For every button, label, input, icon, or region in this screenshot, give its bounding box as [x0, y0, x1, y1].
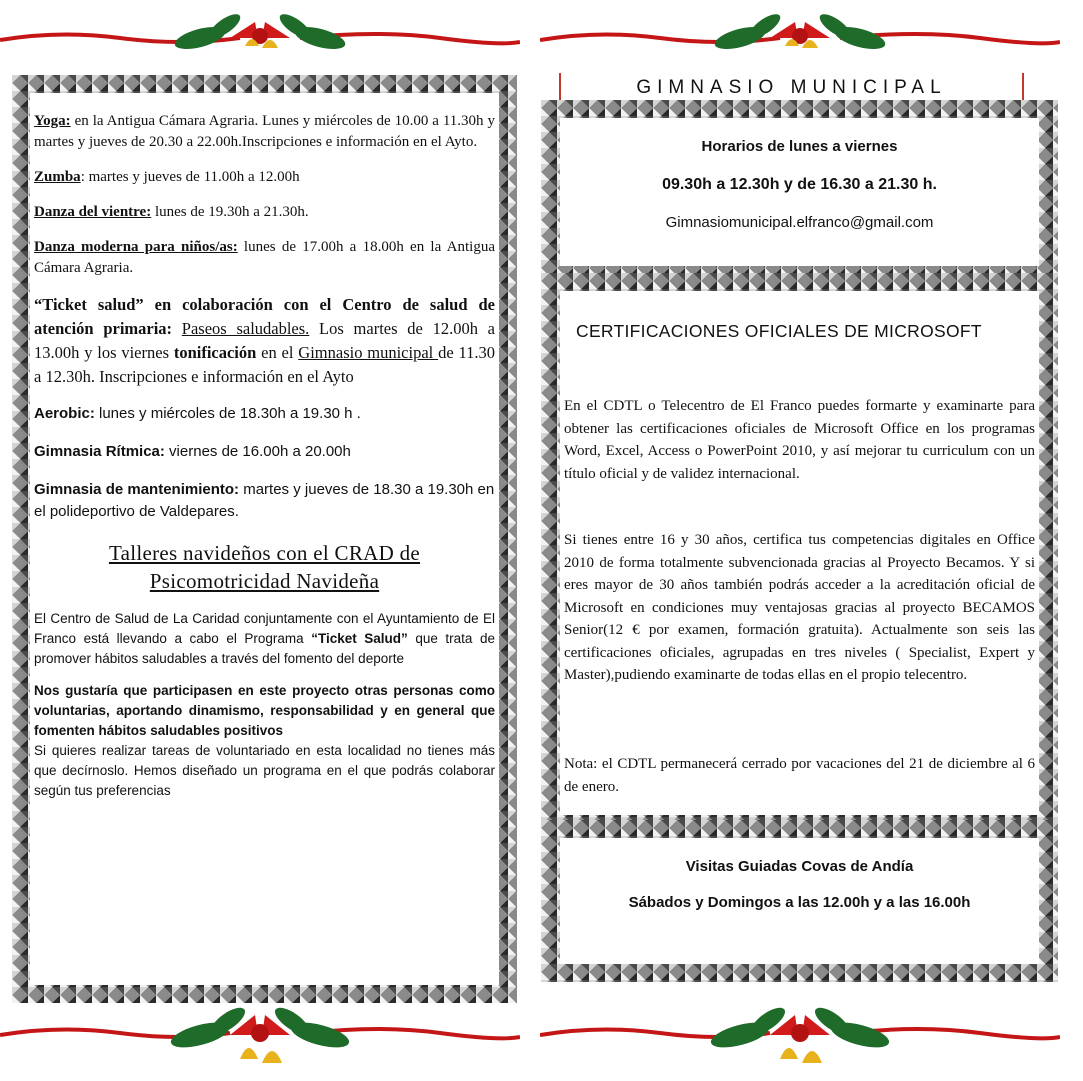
- danza-vientre-heading: Danza del vientre:: [34, 204, 152, 220]
- caridad-text: El Centro de Salud de La Caridad conjuntamente con el Ayuntamiento de El Franco está llevando a cabo el Programa: [34, 611, 495, 646]
- talleres-heading-line1: Talleres navideños con el CRAD de: [108, 541, 421, 565]
- danza-moderna-heading: Danza moderna para niños/as:: [34, 239, 238, 255]
- christmas-garland-icon: [0, 8, 520, 68]
- tonificacion-text: tonificación: [173, 343, 257, 362]
- talleres-heading: [34, 539, 495, 595]
- ritmica-heading: Gimnasia Rítmica:: [34, 443, 165, 460]
- danza-vientre-paragraph: [34, 202, 495, 223]
- microsoft-panel: [560, 291, 1039, 815]
- danza-moderna-paragraph: [34, 237, 495, 279]
- paseos-saludables-text: Paseos saludables.: [181, 319, 310, 338]
- zumba-paragraph: [34, 167, 495, 188]
- aerobic-paragraph: [34, 403, 495, 425]
- yoga-text: en la Antigua Cámara Agraria. Lunes y miércoles de 10.00 a 11.30h y martes y jueves de 20.30 a 22.00h.Inscripciones e información en el Ayto.: [34, 113, 495, 150]
- aerobic-heading: Aerobic:: [34, 405, 95, 422]
- ticket-salud-program: “Ticket Salud”: [311, 631, 408, 646]
- hours-heading: Horarios de lunes a viernes: [701, 138, 898, 155]
- ticket-salud-text-3: de 11.30 a 12.30h. Inscripciones e información en el Ayto: [34, 343, 495, 386]
- activities-panel: [30, 93, 499, 985]
- closing-note: Nota: el CDTL permanecerá cerrado por vacaciones del 21 de diciembre al 6 de enero.: [564, 756, 1035, 795]
- hours-panel: [560, 118, 1039, 266]
- microsoft-title: CERTIFICACIONES OFICIALES DE MICROSOFT: [576, 321, 982, 341]
- voluntarias-paragraph: Nos gustaría que participasen en este proyecto otras personas como voluntarias, aportando dinamismo, responsabilidad y en general que fomenten hábitos saludables positivos: [34, 683, 495, 738]
- microsoft-paragraph-1: En el CDTL o Telecentro de El Franco puedes formarte y examinarte para obtener las certificaciones oficiales de Microsoft Office en los programas Word, Excel, Access o PowerPoint 2010, y así mejorar tu curriculum con un título oficial y de validez internacional.: [564, 398, 1035, 482]
- yoga-heading: Yoga:: [34, 113, 71, 129]
- hours-times: 09.30h a 12.30h y de 16.30 a 21.30 h.: [662, 176, 937, 193]
- christmas-garland-icon: [0, 1003, 520, 1075]
- ritmica-paragraph: [34, 441, 495, 463]
- ticket-salud-text-2: en el: [256, 343, 299, 362]
- ticket-salud-heading: “Ticket salud” en colaboración con el Centro de salud de atención primaria:: [34, 295, 495, 338]
- zumba-text: : martes y jueves de 11.00h a 12.00h: [80, 169, 300, 185]
- visits-heading: Visitas Guiadas Covas de Andía: [685, 858, 914, 875]
- ticket-salud-text: Los martes de 12.00h a 13.00h y los viernes: [34, 319, 495, 362]
- danza-vientre-text: lunes de 19.30h a 21.30h.: [151, 204, 309, 220]
- caridad-paragraph: [34, 609, 495, 669]
- danza-moderna-text: lunes de 17.00h a 18.00h en la Antigua Cámara Agraria.: [34, 239, 495, 276]
- mantenimiento-paragraph: [34, 479, 495, 523]
- mantenimiento-text: martes y jueves de 18.30 a 19.30h en el polideportivo de Valdepares.: [34, 481, 495, 520]
- yoga-paragraph: [34, 111, 495, 153]
- christmas-garland-icon: [540, 8, 1060, 68]
- gimnasio-municipal-text: Gimnasio municipal: [298, 343, 439, 362]
- voluntariado-paragraph: Si quieres realizar tareas de voluntariado en esta localidad no tienes más que decírnoslo. Hemos diseñado un programa en el que podrás colaborar según tus preferencias: [34, 743, 495, 798]
- zumba-heading: Zumba: [34, 169, 81, 185]
- talleres-heading-line2: Psicomotricidad Navideña: [149, 569, 380, 593]
- visits-panel: [560, 838, 1039, 964]
- page-title: GIMNASIO MUNICIPAL: [636, 77, 947, 98]
- microsoft-paragraph-2: Si tienes entre 16 y 30 años, certifica tus competencias digitales en Office 2010 de forma totalmente subvencionada gracias al Proyecto Becamos. Y si eres mayor de 30 años también podrás acceder a la acreditación oficial de Microsoft en condiciones muy ventajosas gracias al proyecto BECAMOS Senior(12 € por examen, formación gratuita). Actualmente son seis las certificaciones oficiales, agrupadas en tres niveles ( Specialist, Expert y Master),pudiendo examinarte de todas ellas en el propio telecentro.: [564, 532, 1035, 683]
- mantenimiento-heading: Gimnasia de mantenimiento:: [34, 481, 240, 498]
- ticket-salud-paragraph: [34, 293, 495, 389]
- gym-title-box: [559, 73, 1024, 101]
- caridad-text-2: que trata de promover hábitos saludables a través del fomento del deporte: [34, 631, 495, 666]
- ritmica-text: viernes de 16.00h a 20.00h: [164, 443, 351, 460]
- visits-times: Sábados y Domingos a las 12.00h y a las 16.00h: [628, 894, 971, 911]
- aerobic-text: lunes y miércoles de 18.30h a 19.30 h .: [94, 405, 361, 422]
- christmas-garland-icon: [540, 1003, 1060, 1075]
- gym-email: Gimnasiomunicipal.elfranco@gmail.com: [665, 214, 934, 231]
